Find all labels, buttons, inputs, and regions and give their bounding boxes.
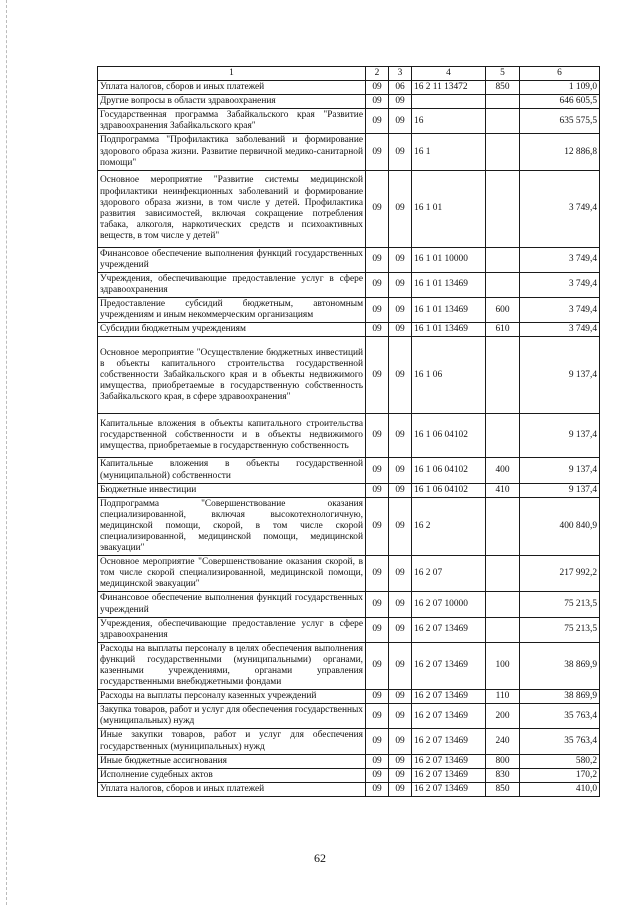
row-name: Другие вопросы в области здравоохранения — [98, 95, 366, 109]
row-code-subsection: 09 — [389, 592, 412, 617]
table-row — [98, 754, 600, 768]
row-code-section: 09 — [366, 556, 389, 592]
row-code-subsection: 09 — [389, 690, 412, 704]
row-amount: 3 749,4 — [520, 323, 600, 337]
row-name: Основное мероприятие "Совершенствование оказания скорой, в том числе скорой специализированной, медицинской помощи, медицинской эвакуации" — [98, 556, 366, 592]
row-amount: 580,2 — [520, 754, 600, 768]
row-expense-type — [486, 556, 520, 592]
table-row — [98, 323, 600, 337]
budget-table — [97, 66, 600, 797]
row-name: Учреждения, обеспечивающие предоставление услуг в сфере здравоохранения — [98, 617, 366, 642]
row-code-section: 09 — [366, 768, 389, 782]
table-row — [98, 497, 600, 555]
row-amount: 1 109,0 — [520, 81, 600, 95]
table-row — [98, 134, 600, 170]
row-code-subsection: 09 — [389, 95, 412, 109]
table-row — [98, 729, 600, 754]
row-code-section: 09 — [366, 617, 389, 642]
row-target-article: 16 1 01 10000 — [412, 247, 486, 272]
row-code-subsection: 09 — [389, 247, 412, 272]
row-code-subsection: 06 — [389, 81, 412, 95]
scan-edge — [0, 0, 7, 905]
row-target-article: 16 1 01 13469 — [412, 298, 486, 323]
row-amount: 35 763,4 — [520, 704, 600, 729]
row-code-subsection: 09 — [389, 134, 412, 170]
row-code-section: 09 — [366, 337, 389, 414]
row-target-article: 16 2 07 10000 — [412, 592, 486, 617]
page-number: 62 — [314, 851, 326, 865]
row-code-section: 09 — [366, 754, 389, 768]
row-expense-type — [486, 134, 520, 170]
table-row — [98, 414, 600, 458]
row-code-section: 09 — [366, 134, 389, 170]
row-code-subsection: 09 — [389, 497, 412, 555]
row-expense-type: 830 — [486, 768, 520, 782]
row-expense-type: 110 — [486, 690, 520, 704]
row-expense-type — [486, 592, 520, 617]
table-row — [98, 458, 600, 483]
row-name: Расходы на выплаты персоналу казенных учреждений — [98, 690, 366, 704]
row-amount: 35 763,4 — [520, 729, 600, 754]
table-row — [98, 170, 600, 247]
row-expense-type — [486, 109, 520, 134]
table-row — [98, 556, 600, 592]
row-target-article: 16 — [412, 109, 486, 134]
table-row — [98, 704, 600, 729]
table-row — [98, 642, 600, 689]
table-row — [98, 247, 600, 272]
row-amount: 410,0 — [520, 782, 600, 796]
row-amount: 170,2 — [520, 768, 600, 782]
row-target-article: 16 2 07 13469 — [412, 768, 486, 782]
table-row — [98, 95, 600, 109]
row-target-article: 16 2 — [412, 497, 486, 555]
row-code-section: 09 — [366, 170, 389, 247]
row-code-subsection: 09 — [389, 556, 412, 592]
row-name: Закупка товаров, работ и услуг для обеспечения государственных (муниципальных) нужд — [98, 704, 366, 729]
row-expense-type — [486, 95, 520, 109]
row-code-section: 09 — [366, 323, 389, 337]
row-target-article: 16 2 07 13469 — [412, 642, 486, 689]
row-expense-type — [486, 414, 520, 458]
row-target-article: 16 1 06 04102 — [412, 414, 486, 458]
row-code-subsection: 09 — [389, 298, 412, 323]
table-row — [98, 109, 600, 134]
row-target-article: 16 2 11 13472 — [412, 81, 486, 95]
row-name: Государственная программа Забайкальского края "Развитие здравоохранения Забайкальского края" — [98, 109, 366, 134]
row-amount: 12 886,8 — [520, 134, 600, 170]
row-expense-type: 600 — [486, 298, 520, 323]
row-amount: 38 869,9 — [520, 690, 600, 704]
row-expense-type: 800 — [486, 754, 520, 768]
row-code-section: 09 — [366, 483, 389, 497]
header-col-6: 6 — [520, 67, 600, 81]
row-name: Субсидии бюджетным учреждениям — [98, 323, 366, 337]
row-expense-type: 850 — [486, 782, 520, 796]
table-row — [98, 690, 600, 704]
row-code-subsection: 09 — [389, 323, 412, 337]
row-code-subsection: 09 — [389, 483, 412, 497]
row-target-article: 16 2 07 13469 — [412, 782, 486, 796]
row-name: Расходы на выплаты персоналу в целях обеспечения выполнения функций государственными (муниципальными) органами, казенными учреждениями, органами управления государственными внебюджетными фондами — [98, 642, 366, 689]
row-expense-type: 240 — [486, 729, 520, 754]
row-code-subsection: 09 — [389, 414, 412, 458]
row-target-article: 16 2 07 — [412, 556, 486, 592]
row-code-section: 09 — [366, 704, 389, 729]
row-code-section: 09 — [366, 81, 389, 95]
row-expense-type: 410 — [486, 483, 520, 497]
row-target-article: 16 1 01 13469 — [412, 323, 486, 337]
header-col-4: 4 — [412, 67, 486, 81]
table-body — [98, 81, 600, 797]
row-code-subsection: 09 — [389, 170, 412, 247]
row-amount: 9 137,4 — [520, 483, 600, 497]
row-amount: 3 749,4 — [520, 298, 600, 323]
row-amount: 635 575,5 — [520, 109, 600, 134]
row-code-section: 09 — [366, 247, 389, 272]
row-name: Иные бюджетные ассигнования — [98, 754, 366, 768]
row-target-article: 16 1 01 — [412, 170, 486, 247]
row-name: Бюджетные инвестиции — [98, 483, 366, 497]
row-code-section: 09 — [366, 272, 389, 297]
row-target-article: 16 2 07 13469 — [412, 704, 486, 729]
row-expense-type: 850 — [486, 81, 520, 95]
row-expense-type — [486, 617, 520, 642]
row-name: Капитальные вложения в объекты капитального строительства государственной собственности и в объекты недвижимого имущества, приобретаемые в государственную собственность — [98, 414, 366, 458]
row-target-article: 16 2 07 13469 — [412, 729, 486, 754]
row-name: Основное мероприятие "Развитие системы медицинской профилактики неинфекционных заболеваний и формирование здорового образа жизни, в том числе у детей. Профилактика развития зависимостей, включая сокращение потребления табака, алкоголя, наркотических средств и психоактивных веществ, в том числе у детей" — [98, 170, 366, 247]
row-code-section: 09 — [366, 729, 389, 754]
row-name: Финансовое обеспечение выполнения функций государственных учреждений — [98, 247, 366, 272]
row-amount: 646 605,5 — [520, 95, 600, 109]
table-row — [98, 782, 600, 796]
row-amount: 9 137,4 — [520, 458, 600, 483]
row-code-section: 09 — [366, 109, 389, 134]
row-code-subsection: 09 — [389, 642, 412, 689]
row-code-subsection: 09 — [389, 458, 412, 483]
table-row — [98, 768, 600, 782]
row-target-article: 16 1 06 04102 — [412, 458, 486, 483]
row-amount: 400 840,9 — [520, 497, 600, 555]
row-code-subsection: 09 — [389, 782, 412, 796]
row-expense-type — [486, 247, 520, 272]
row-code-subsection: 09 — [389, 617, 412, 642]
header-col-5: 5 — [486, 67, 520, 81]
row-target-article: 16 1 — [412, 134, 486, 170]
row-code-section: 09 — [366, 497, 389, 555]
row-code-subsection: 09 — [389, 337, 412, 414]
row-code-section: 09 — [366, 782, 389, 796]
table-row — [98, 592, 600, 617]
table-row — [98, 298, 600, 323]
row-expense-type — [486, 337, 520, 414]
row-code-section: 09 — [366, 642, 389, 689]
row-code-subsection: 09 — [389, 272, 412, 297]
row-amount: 3 749,4 — [520, 272, 600, 297]
row-target-article: 16 1 06 04102 — [412, 483, 486, 497]
row-target-article: 16 2 07 13469 — [412, 617, 486, 642]
row-code-section: 09 — [366, 95, 389, 109]
row-target-article: 16 1 01 13469 — [412, 272, 486, 297]
row-amount: 3 749,4 — [520, 247, 600, 272]
row-name: Предоставление субсидий бюджетным, автономным учреждениям и иным некоммерческим организациям — [98, 298, 366, 323]
table-row — [98, 483, 600, 497]
table-row — [98, 272, 600, 297]
row-amount: 75 213,5 — [520, 592, 600, 617]
row-code-section: 09 — [366, 414, 389, 458]
row-target-article: 16 2 07 13469 — [412, 690, 486, 704]
row-expense-type: 610 — [486, 323, 520, 337]
row-name: Основное мероприятие "Осуществление бюджетных инвестиций в объекты капитального строительства государственной собственности Забайкальского края и в объекты недвижимого имущества, приобретаемые в государственную собственность Забайкальского края, в сфере здравоохранения" — [98, 337, 366, 414]
row-amount: 217 992,2 — [520, 556, 600, 592]
table-row — [98, 617, 600, 642]
row-target-article: 16 2 07 13469 — [412, 754, 486, 768]
row-name: Капитальные вложения в объекты государственной (муниципальной) собственности — [98, 458, 366, 483]
row-name: Учреждения, обеспечивающие предоставление услуг в сфере здравоохранения — [98, 272, 366, 297]
row-target-article — [412, 95, 486, 109]
header-row — [98, 67, 600, 81]
row-name: Исполнение судебных актов — [98, 768, 366, 782]
row-name: Иные закупки товаров, работ и услуг для обеспечения государственных (муниципальных) нужд — [98, 729, 366, 754]
row-code-section: 09 — [366, 458, 389, 483]
row-expense-type — [486, 170, 520, 247]
header-col-3: 3 — [389, 67, 412, 81]
row-expense-type — [486, 272, 520, 297]
header-col-1: 1 — [98, 67, 366, 81]
row-amount: 9 137,4 — [520, 337, 600, 414]
row-code-section: 09 — [366, 592, 389, 617]
row-name: Финансовое обеспечение выполнения функций государственных учреждений — [98, 592, 366, 617]
row-code-section: 09 — [366, 690, 389, 704]
header-col-2: 2 — [366, 67, 389, 81]
row-name: Подпрограмма "Совершенствование оказания специализированной, включая высокотехнологичную, медицинской помощи, скорой, в том числе скорой специализированной, медицинской помощи, медицинской эвакуации" — [98, 497, 366, 555]
row-name: Уплата налогов, сборов и иных платежей — [98, 782, 366, 796]
row-expense-type: 400 — [486, 458, 520, 483]
row-code-subsection: 09 — [389, 109, 412, 134]
table-row — [98, 337, 600, 414]
row-target-article: 16 1 06 — [412, 337, 486, 414]
row-code-subsection: 09 — [389, 704, 412, 729]
row-expense-type: 100 — [486, 642, 520, 689]
row-name: Уплата налогов, сборов и иных платежей — [98, 81, 366, 95]
row-amount: 3 749,4 — [520, 170, 600, 247]
row-name: Подпрограмма "Профилактика заболеваний и формирование здорового образа жизни. Развитие первичной медико-санитарной помощи" — [98, 134, 366, 170]
row-code-subsection: 09 — [389, 729, 412, 754]
row-amount: 75 213,5 — [520, 617, 600, 642]
row-amount: 9 137,4 — [520, 414, 600, 458]
row-expense-type: 200 — [486, 704, 520, 729]
row-code-section: 09 — [366, 298, 389, 323]
row-expense-type — [486, 497, 520, 555]
row-code-subsection: 09 — [389, 754, 412, 768]
row-code-subsection: 09 — [389, 768, 412, 782]
row-amount: 38 869,9 — [520, 642, 600, 689]
table-row — [98, 81, 600, 95]
